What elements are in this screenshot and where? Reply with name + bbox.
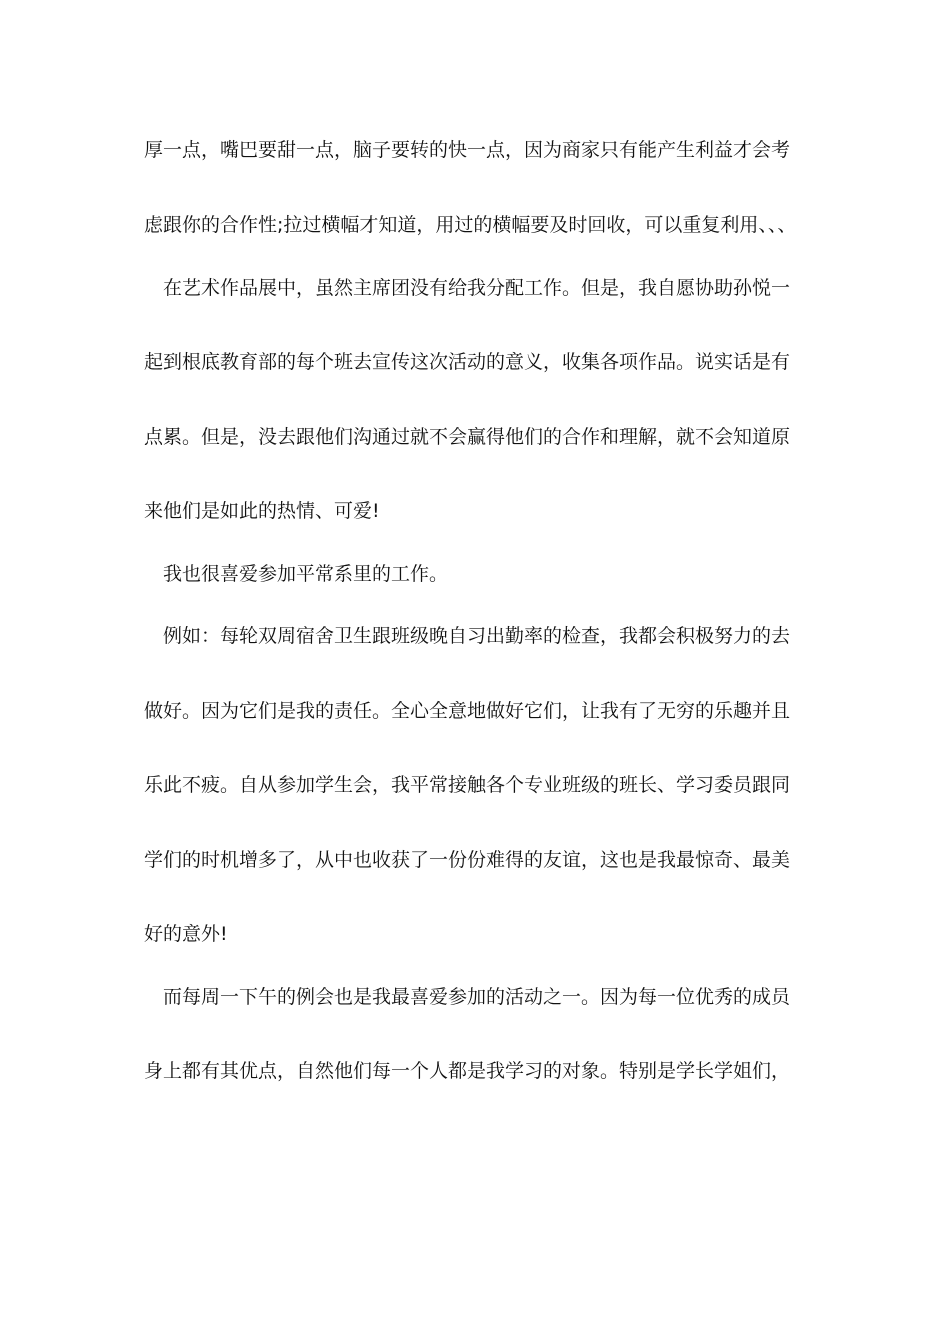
text-line: 起到根底教育部的每个班去宣传这次活动的意义，收集各项作品。说实话是有	[144, 351, 791, 373]
text-line: 乐此不疲。自从参加学生会，我平常接触各个专业班级的班长、学习委员跟同	[144, 774, 791, 796]
text-line: 身上都有其优点，自然他们每一个人都是我学习的对象。特别是学长学姐们，	[144, 1060, 791, 1082]
text-line: 学们的时机增多了，从中也收获了一份份难得的友谊，这也是我最惊奇、最美	[144, 849, 791, 871]
paragraph-first-line: 我也很喜爱参加平常系里的工作。	[163, 563, 449, 585]
text-line: 虑跟你的合作性;拉过横幅才知道，用过的横幅要及时回收，可以重复利用、、、	[144, 214, 797, 236]
text-line: 做好。因为它们是我的责任。全心全意地做好它们，让我有了无穷的乐趣并且	[144, 700, 791, 722]
text-line: 来他们是如此的热情、可爱!	[144, 500, 380, 522]
text-line: 点累。但是，没去跟他们沟通过就不会赢得他们的合作和理解，就不会知道原	[144, 426, 791, 448]
text-line: 厚一点，嘴巴要甜一点，脑子要转的快一点，因为商家只有能产生利益才会考	[144, 139, 791, 161]
text-line: 好的意外!	[144, 923, 228, 945]
paragraph-first-line: 而每周一下午的例会也是我最喜爱参加的活动之一。因为每一位优秀的成员	[163, 986, 791, 1008]
paragraph-first-line: 例如：每轮双周宿舍卫生跟班级晚自习出勤率的检查，我都会积极努力的去	[163, 625, 791, 647]
paragraph-first-line: 在艺术作品展中，虽然主席团没有给我分配工作。但是，我自愿协助孙悦一	[163, 277, 791, 299]
